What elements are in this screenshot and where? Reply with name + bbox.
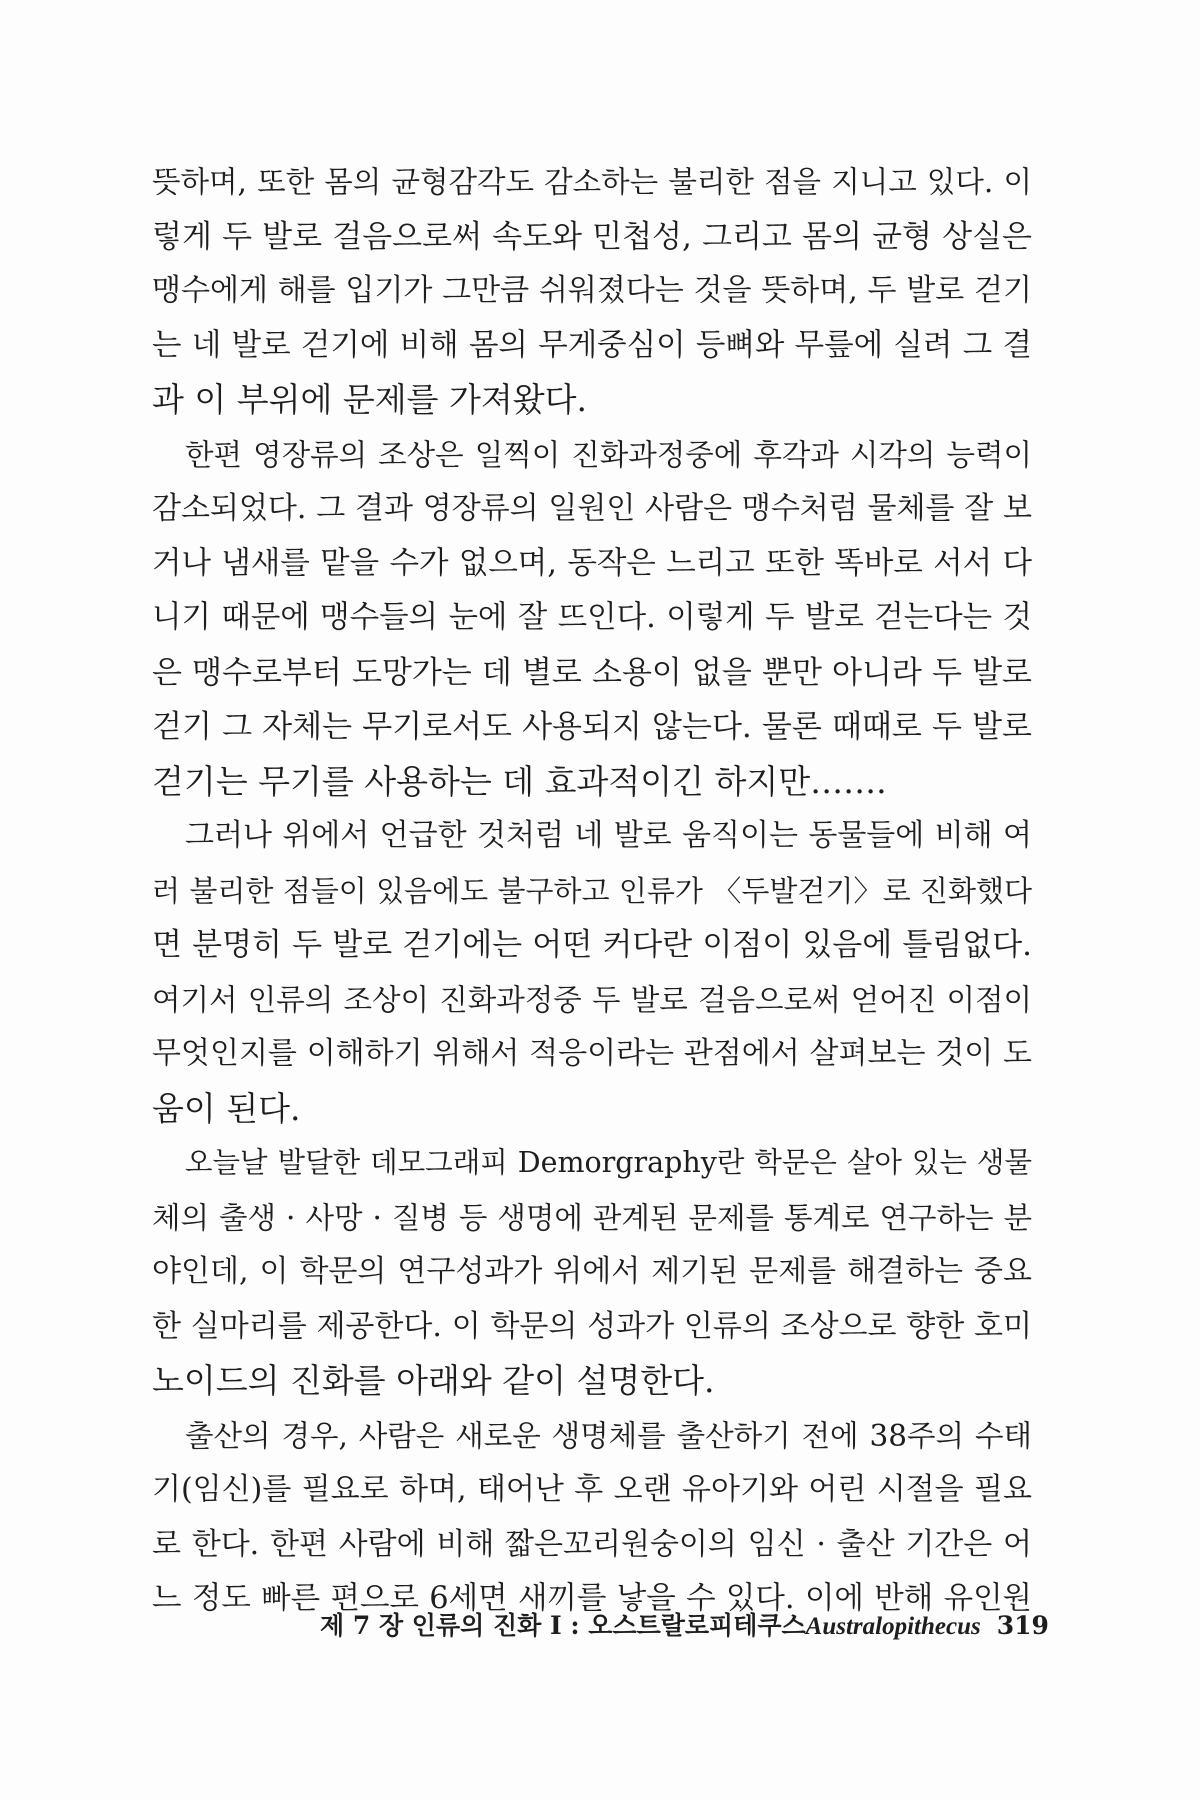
text-line: 걷기는 무기를 사용하는 데 효과적이긴 하지만……. bbox=[152, 761, 887, 801]
text-line: 면 분명히 두 발로 걷기에는 어떤 커다란 이점이 있음에 틀림없다. bbox=[152, 927, 1032, 963]
text-line: 니기 때문에 맹수들의 눈에 잘 뜨인다. 이렇게 두 발로 걷는다는 것 bbox=[152, 600, 1032, 635]
text-line: 그러나 위에서 언급한 것처럼 네 발로 움직이는 동물들에 비해 여 bbox=[185, 818, 1032, 853]
text-line: 노이드의 진화를 아래와 같이 설명한다. bbox=[152, 1361, 715, 1400]
text-line: 느 정도 빠른 편으로 6세면 새끼를 낳을 수 있다. 이에 반해 유인원 bbox=[152, 1581, 1032, 1616]
text-line: 체의 출생 · 사망 · 질병 등 생명에 관계된 문제를 통계로 연구하는 분 bbox=[152, 1200, 1032, 1235]
text-line: 러 불리한 점들이 있음에도 불구하고 인류가 〈두발걷기〉로 진화했다 bbox=[152, 873, 1032, 908]
text-line: 로 한다. 한편 사람에 비해 짧은꼬리원숭이의 임신 · 출산 기간은 어 bbox=[152, 1526, 1032, 1562]
text-line: 무엇인지를 이해하기 위해서 적응이라는 관점에서 살펴보는 것이 도 bbox=[152, 1036, 1032, 1071]
text-line: 여기서 인류의 조상이 진화과정중 두 발로 걸음으로써 얻어진 이점이 bbox=[152, 982, 1032, 1017]
text-line: 는 네 발로 걷기에 비해 몸의 무게중심이 등뼈와 무릎에 실려 그 결 bbox=[152, 327, 1032, 363]
text-line: 기(임신)를 필요로 하며, 태어난 후 오랜 유아기와 어린 시절을 필요 bbox=[152, 1472, 1032, 1507]
text-line: 뜻하며, 또한 몸의 균형감각도 감소하는 불리한 점을 지니고 있다. 이 bbox=[152, 165, 1032, 199]
text-line: 감소되었다. 그 결과 영장류의 일원인 사람은 맹수처럼 물체를 잘 보 bbox=[152, 491, 1032, 526]
text-line: 야인데, 이 학문의 연구성과가 위에서 제기된 문제를 해결하는 중요 bbox=[152, 1254, 1032, 1289]
text-line: 한편 영장류의 조상은 일찍이 진화과정중에 후각과 시각의 능력이 bbox=[185, 437, 1032, 472]
text-line: 걷기 그 자체는 무기로서도 사용되지 않는다. 물론 때때로 두 발로 bbox=[152, 709, 1032, 745]
text-line: 은 맹수로부터 도망가는 데 별로 소용이 없을 뿐만 아니라 두 발로 bbox=[152, 654, 1032, 691]
text-line: 한 실마리를 제공한다. 이 학문의 성과가 인류의 조상으로 향한 호미 bbox=[152, 1308, 1032, 1344]
text-line: 거나 냄새를 맡을 수가 없으며, 동작은 느리고 또한 똑바로 서서 다 bbox=[152, 545, 1032, 581]
text-line: 움이 된다. bbox=[152, 1088, 301, 1128]
page-number: 319 bbox=[996, 1611, 1049, 1640]
text-line: 오늘날 발달한 데모그래피 Demorgraphy란 학문은 살아 있는 생물 bbox=[185, 1146, 1032, 1179]
text-line: 출산의 경우, 사람은 새로운 생명체를 출산하기 전에 38주의 수태 bbox=[185, 1418, 1032, 1453]
running-footer-chapter: 제 7 장 인류의 진화 Ⅰ : 오스트랄로피테쿠스 bbox=[320, 1611, 806, 1640]
body-text bbox=[152, 155, 1032, 1627]
page-footer bbox=[320, 1608, 1049, 1645]
text-line: 맹수에게 해를 입기가 그만큼 쉬워졌다는 것을 뜻하며, 두 발로 걷기 bbox=[152, 273, 1032, 308]
text-line: 렇게 두 발로 걸음으로써 속도와 민첩성, 그리고 몸의 균형 상실은 bbox=[152, 218, 1032, 255]
running-footer-latin: Australopithecus bbox=[805, 1613, 981, 1640]
text-line: 과 이 부위에 문제를 가져왔다. bbox=[152, 380, 587, 419]
